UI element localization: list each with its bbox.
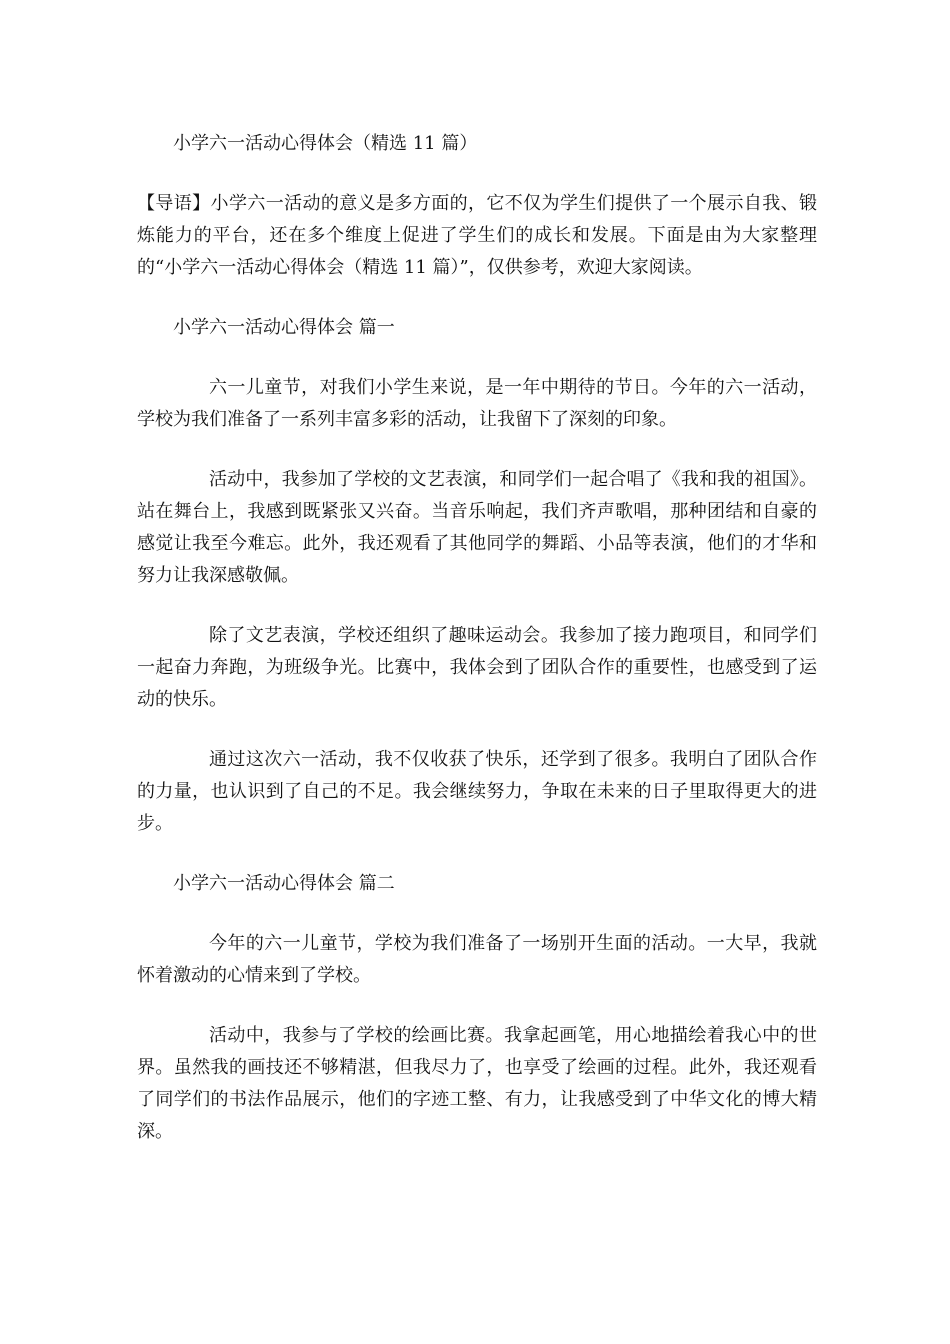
section-heading-1: 小学六一活动心得体会 篇一 [173, 317, 395, 338]
section-heading-2: 小学六一活动心得体会 篇二 [173, 873, 395, 894]
section-2-paragraph-1: 今年的六一儿童节，学校为我们准备了一场别开生面的活动。一大早，我就怀着激动的心情来到了学校。 [137, 933, 817, 986]
section-1-paragraph-2: 活动中，我参加了学校的文艺表演，和同学们一起合唱了《我和我的祖国》。站在舞台上，我感到既紧张又兴奋。当音乐响起，我们齐声歌唱，那种团结和自豪的感觉让我至今难忘。此外，我还观看了其他同学的舞蹈、小品等表演，他们的才华和努力让我深感敬佩。 [137, 469, 817, 586]
intro-paragraph: 【导语】小学六一活动的意义是多方面的，它不仅为学生们提供了一个展示自我、锻炼能力的平台，还在多个维度上促进了学生们的成长和发展。下面是由为大家整理的“小学六一活动心得体会（精选 11 篇）”，仅供参考，欢迎大家阅读。 [137, 193, 817, 278]
section-1-paragraph-1: 六一儿童节，对我们小学生来说，是一年中期待的节日。今年的六一活动，学校为我们准备了一系列丰富多彩的活动，让我留下了深刻的印象。 [137, 377, 817, 430]
section-2-paragraph-2: 活动中，我参与了学校的绘画比赛。我拿起画笔，用心地描绘着我心中的世界。虽然我的画技还不够精湛，但我尽力了，也享受了绘画的过程。此外，我还观看了同学们的书法作品展示，他们的字迹工整、有力，让我感受到了中华文化的博大精深。 [137, 1025, 817, 1142]
document-title: 小学六一活动心得体会（精选 11 篇） [173, 133, 478, 154]
section-1-paragraph-4: 通过这次六一活动，我不仅收获了快乐，还学到了很多。我明白了团队合作的力量，也认识到了自己的不足。我会继续努力，争取在未来的日子里取得更大的进步。 [137, 749, 817, 834]
document-page [137, 128, 817, 1176]
section-1-paragraph-3: 除了文艺表演，学校还组织了趣味运动会。我参加了接力跑项目，和同学们一起奋力奔跑，为班级争光。比赛中，我体会到了团队合作的重要性，也感受到了运动的快乐。 [137, 625, 817, 710]
